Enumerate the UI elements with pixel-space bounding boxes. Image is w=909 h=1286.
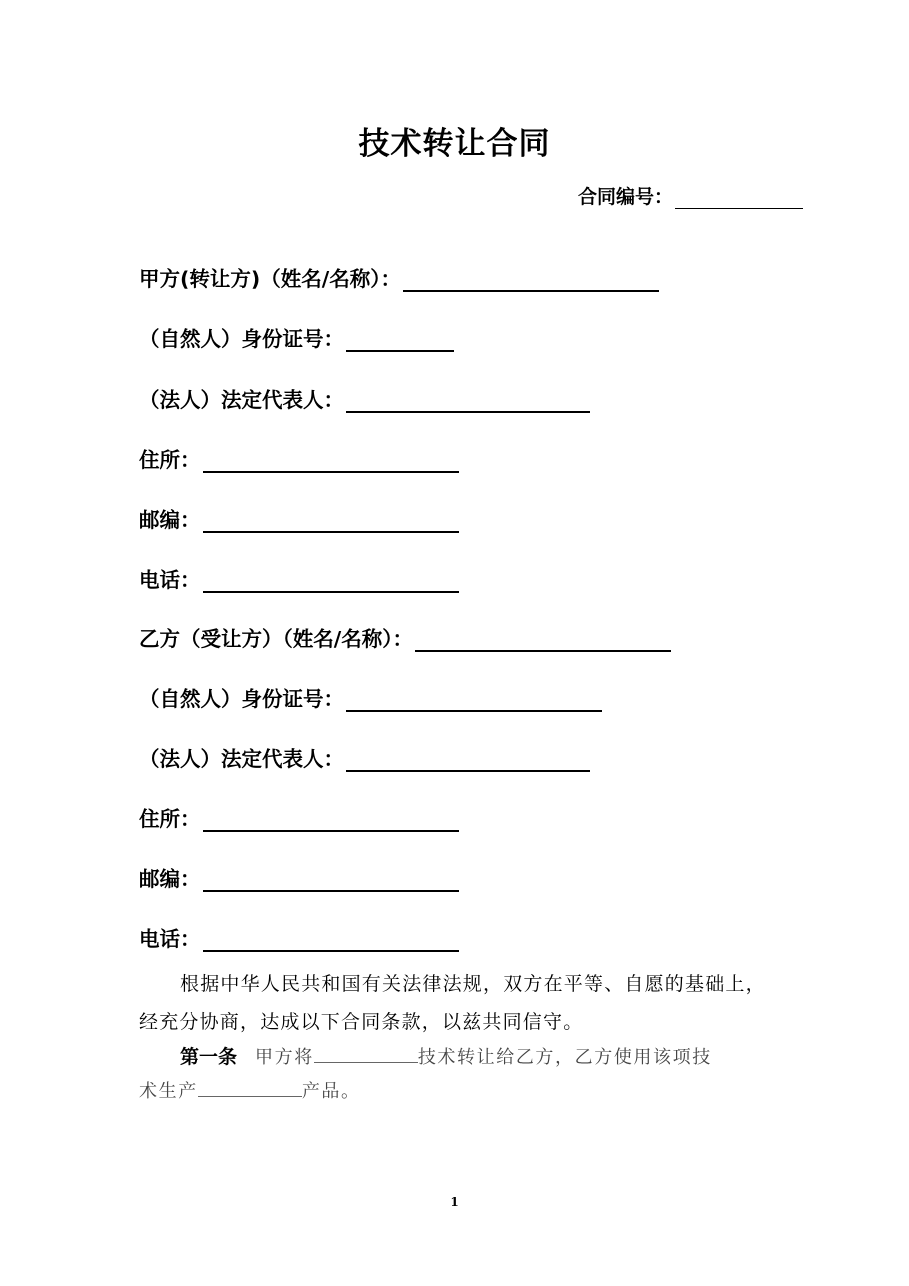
preamble-paragraph xyxy=(139,965,799,1041)
party-b-address-field xyxy=(139,802,459,832)
article-1-product-blank[interactable] xyxy=(198,1078,302,1097)
party-b-address-blank[interactable] xyxy=(203,808,459,832)
article-1 xyxy=(139,1040,799,1109)
party-a-phone-field xyxy=(139,563,459,593)
article-1-text-1: 甲方将 xyxy=(255,1047,314,1068)
party-a-postcode-field xyxy=(139,503,459,533)
party-a-phone-label: 电话： xyxy=(139,568,201,592)
article-1-label: 第一条 xyxy=(180,1046,238,1068)
party-a-name-field xyxy=(139,262,659,292)
article-1-text-3: 术生产 xyxy=(139,1081,198,1102)
contract-number-blank[interactable] xyxy=(675,188,803,209)
party-a-rep-field xyxy=(139,383,590,413)
party-b-postcode-label: 邮编： xyxy=(139,867,201,891)
preamble-line-2: 经充分协商，达成以下合同条款，以兹共同信守。 xyxy=(139,1011,584,1033)
article-1-text-4: 产品。 xyxy=(301,1081,361,1102)
party-a-rep-blank[interactable] xyxy=(346,389,590,413)
party-a-postcode-label: 邮编： xyxy=(139,508,201,532)
party-b-id-field xyxy=(139,682,602,712)
party-b-postcode-blank[interactable] xyxy=(203,868,459,892)
party-b-postcode-field xyxy=(139,862,459,892)
party-b-id-blank[interactable] xyxy=(346,688,602,712)
contract-number-label: 合同编号： xyxy=(578,186,674,208)
preamble-line-1: 根据中华人民共和国有关法律法规，双方在平等、自愿的基础上， xyxy=(180,973,766,995)
party-b-rep-field xyxy=(139,742,590,772)
article-1-text-2: 技术转让给乙方，乙方使用该项技 xyxy=(417,1047,712,1068)
party-b-name-label: 乙方（受让方）（姓名/名称）： xyxy=(139,627,413,651)
party-a-address-blank[interactable] xyxy=(203,449,459,473)
party-b-id-label: （自然人）身份证号： xyxy=(139,687,344,711)
party-a-id-blank[interactable] xyxy=(346,328,454,352)
page-number: 1 xyxy=(450,1195,459,1209)
party-b-name-blank[interactable] xyxy=(415,628,671,652)
party-b-rep-label: （法人）法定代表人： xyxy=(139,747,344,771)
party-b-phone-blank[interactable] xyxy=(203,928,459,952)
party-a-name-blank[interactable] xyxy=(403,268,659,292)
party-a-postcode-blank[interactable] xyxy=(203,509,459,533)
party-a-rep-label: （法人）法定代表人： xyxy=(139,388,344,412)
party-b-rep-blank[interactable] xyxy=(346,748,590,772)
party-b-address-label: 住所： xyxy=(139,807,201,831)
article-1-line-1 xyxy=(139,1040,799,1075)
party-b-name-field xyxy=(139,622,671,652)
party-b-phone-label: 电话： xyxy=(139,927,201,951)
party-a-address-label: 住所： xyxy=(139,448,201,472)
document-title: 技术转让合同 xyxy=(358,126,551,162)
article-1-technology-blank[interactable] xyxy=(314,1044,418,1063)
party-a-address-field xyxy=(139,443,459,473)
party-a-id-field xyxy=(139,322,454,352)
party-a-phone-blank[interactable] xyxy=(203,569,459,593)
contract-number xyxy=(578,182,803,209)
party-a-id-label: （自然人）身份证号： xyxy=(139,327,344,351)
article-1-line-2 xyxy=(139,1075,799,1109)
party-a-name-label: 甲方(转让方)（姓名/名称）： xyxy=(139,267,401,291)
party-b-phone-field xyxy=(139,922,459,952)
